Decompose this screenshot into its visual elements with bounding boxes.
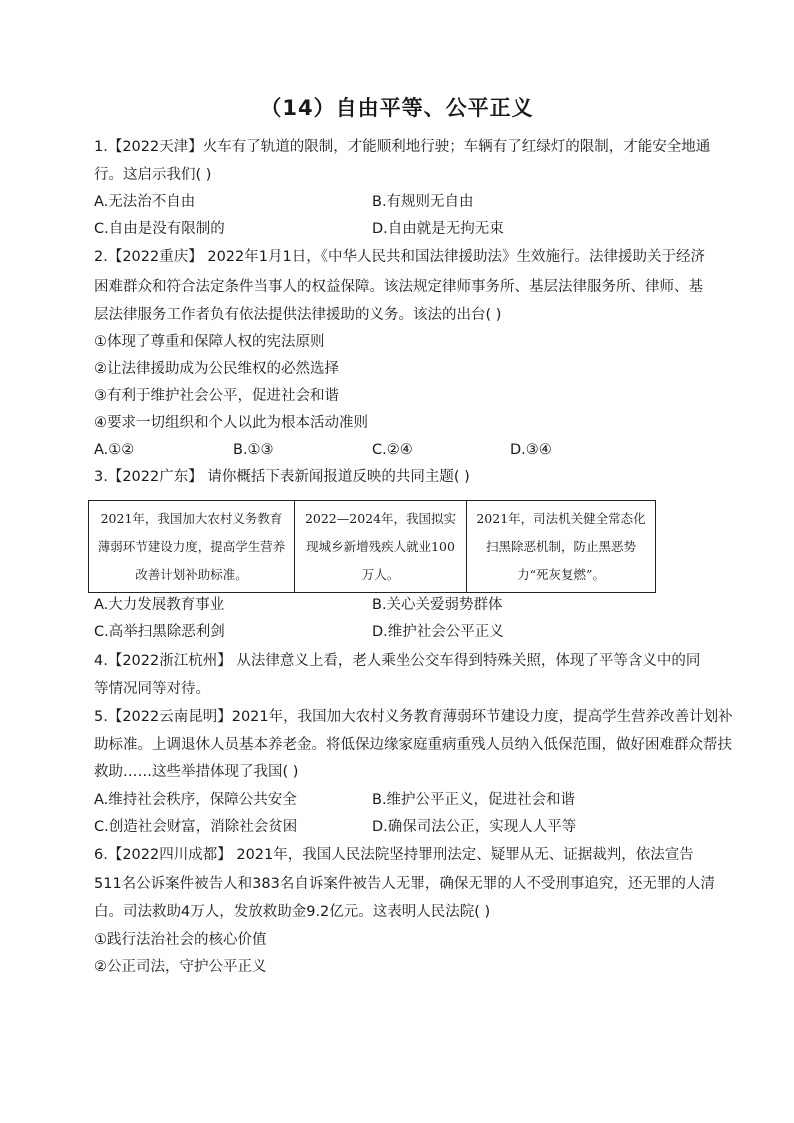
q3-stem: 3.【2022广东】 请你概括下表新闻报道反映的共同主题( ) xyxy=(94,469,470,485)
q1-option-d: D.自由就是无拘无束 xyxy=(372,221,504,237)
q2-item-2: ②让法律援助成为公民维权的必然选择 xyxy=(94,361,339,377)
q5-stem-line-3: 救助……这些举措体现了我国( ) xyxy=(94,764,299,780)
q5-stem-line-2: 助标准。上调退休人员基本养老金。将低保边缘家庭重病重残人员纳入低保范围，做好困难群众帮扶 xyxy=(94,737,732,753)
q2-item-1: ①体现了尊重和保障人权的宪法原则 xyxy=(94,334,325,350)
q2-option-b: B.①③ xyxy=(233,442,274,458)
q6-stem-line-3: 白。司法救助4万人，发放救助金9.2亿元。这表明人民法院( ) xyxy=(94,904,491,920)
news-cell-3 xyxy=(467,501,655,592)
q2-stem-line-2: 困难群众和符合法定条件当事人的权益保障。该法规定律师事务所、基层法律服务所、律师、基 xyxy=(94,279,703,295)
news-table xyxy=(88,500,656,593)
q5-stem-line-1: 5.【2022云南昆明】2021年，我国加大农村义务教育薄弱环节建设力度，提高学生营养改善计划补 xyxy=(94,709,733,725)
q1-option-a: A.无法治不自由 xyxy=(94,194,196,210)
q1-option-c: C.自由是没有限制的 xyxy=(94,221,225,237)
q6-item-1: ①践行法治社会的核心价值 xyxy=(94,932,267,948)
q1-option-b: B.有规则无自由 xyxy=(372,194,474,210)
q5-option-c: C.创造社会财富，消除社会贫困 xyxy=(94,819,298,835)
q4-stem-line-1: 4.【2022浙江杭州】 从法律意义上看，老人乘坐公交车得到特殊关照，体现了平等含义中的同 xyxy=(94,653,701,669)
q5-option-b: B.维护公平正义，促进社会和谐 xyxy=(372,792,576,808)
q2-stem-line-3: 层法律服务工作者负有依法提供法律援助的义务。该法的出台( ) xyxy=(94,307,502,323)
q5-option-a: A.维持社会秩序，保障公共安全 xyxy=(94,792,297,808)
q2-option-d: D.③④ xyxy=(510,442,552,458)
q2-item-3: ③有利于维护社会公平，促进社会和谐 xyxy=(94,388,339,404)
q2-item-4: ④要求一切组织和个人以此为根本活动准则 xyxy=(94,415,368,431)
q2-option-c: C.②④ xyxy=(372,442,413,458)
news-cell-3-text: 2021年，司法机关健全常态化扫黑除恶机制，防止黑恶势力“死灰复燃”。 xyxy=(476,510,646,582)
q3-option-a: A.大力发展教育事业 xyxy=(94,597,225,613)
news-cell-2 xyxy=(295,501,467,592)
q5-option-d: D.确保司法公正，实现人人平等 xyxy=(372,819,577,835)
q3-option-b: B.关心关爱弱势群体 xyxy=(372,597,503,613)
q2-stem-line-1: 2.【2022重庆】 2022年1月1日，《中华人民共和国法律援助法》生效施行。法律援助关于经济 xyxy=(94,249,705,265)
news-cell-2-text: 2022—2024年，我国拟实现城乡新增残疾人就业100万人。 xyxy=(304,510,457,582)
news-cell-1-text: 2021年，我国加大农村义务教育薄弱环节建设力度，提高学生营养改善计划补助标准。 xyxy=(97,510,286,582)
news-cell-1 xyxy=(89,501,295,592)
q4-stem-line-2: 等情况同等对待。 xyxy=(94,681,210,697)
q2-option-a: A.①② xyxy=(94,442,135,458)
q1-stem-line-1: 1.【2022天津】火车有了轨道的限制，才能顺利地行驶；车辆有了红绿灯的限制，才能安全地通 xyxy=(94,139,711,155)
q3-option-c: C.高举扫黑除恶利剑 xyxy=(94,624,225,640)
page-title: （14）自由平等、公平正义 xyxy=(260,96,534,120)
q6-stem-line-1: 6.【2022四川成都】 2021年，我国人民法院坚持罪刑法定、疑罪从无、证据裁判，依法宣告 xyxy=(94,847,694,863)
q6-item-2: ②公正司法，守护公平正义 xyxy=(94,959,267,975)
q6-stem-line-2: 511名公诉案件被告人和383名自诉案件被告人无罪，确保无罪的人不受刑事追究，还无罪的人清 xyxy=(94,876,715,892)
q1-stem-line-2: 行。这启示我们( ) xyxy=(94,167,212,183)
q3-option-d: D.维护社会公平正义 xyxy=(372,624,504,640)
